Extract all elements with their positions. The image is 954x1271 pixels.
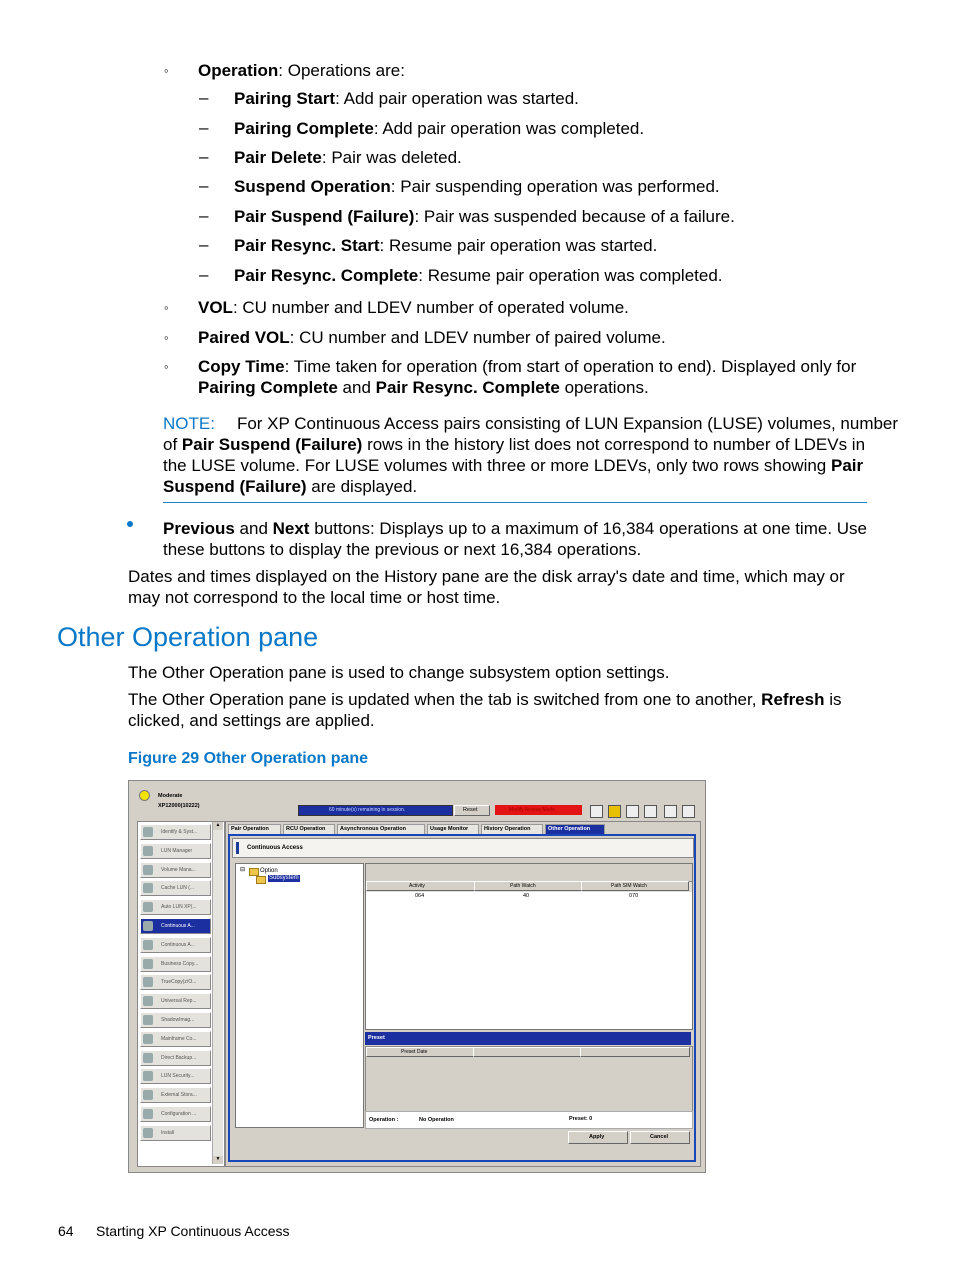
nav-item-icon	[143, 883, 153, 893]
option-tree	[235, 863, 364, 1128]
refresh-icon[interactable]	[664, 805, 677, 818]
col-preset-date[interactable]: Preset Date	[366, 1047, 474, 1057]
scroll-up-icon[interactable]: ▲	[213, 822, 223, 830]
preset-count: Preset: 0	[569, 1116, 593, 1122]
sub-bullet: ◦	[164, 63, 169, 78]
paired-vol-item: Paired VOL: CU number and LDEV number of paired volume.	[198, 328, 666, 347]
nav-item-icon	[143, 1015, 153, 1025]
nav-item[interactable]	[140, 862, 211, 878]
operation-list-item: Pair Delete: Pair was deleted.	[234, 148, 462, 167]
col-empty[interactable]	[580, 1047, 690, 1057]
nav-item-label: LUN Manager	[161, 847, 193, 854]
operation-item: Operation: Operations are:	[198, 61, 405, 80]
nav-item[interactable]	[140, 880, 211, 896]
nav-item[interactable]	[140, 993, 211, 1009]
copy-time-item-line2: Pairing Complete and Pair Resync. Complete operations.	[198, 378, 649, 397]
nav-item-label: Identify & Syst...	[161, 829, 198, 835]
nav-item[interactable]	[140, 918, 211, 934]
dash-marker: –	[199, 176, 209, 195]
nav-item-label: ShadowImag...	[161, 1017, 195, 1023]
folder-icon	[249, 868, 259, 876]
nav-item-icon	[143, 977, 153, 987]
nav-item[interactable]	[140, 1012, 211, 1028]
nav-item-label: External Stora...	[161, 1092, 197, 1099]
sub-bullet: ◦	[164, 330, 169, 345]
sub-bullet: ◦	[164, 300, 169, 315]
nav-item[interactable]	[140, 843, 211, 859]
paragraph-2-line-1: The Other Operation pane is updated when the tab is switched from one to another, Refresh is	[128, 690, 842, 709]
note-line-1: NOTE: For XP Continuous Access pairs consisting of LUN Expansion (LUSE) volumes, number	[163, 414, 899, 433]
preset-bar: Preset	[365, 1032, 691, 1045]
serial-label: XP12000(10222)	[158, 803, 200, 809]
dates-paragraph-line-2: may not correspond to the local time or host time.	[128, 588, 501, 607]
apply-button[interactable]: Apply	[568, 1131, 628, 1144]
nav-item-icon	[143, 1109, 153, 1119]
folder-icon	[256, 876, 266, 884]
bullet	[127, 521, 133, 527]
nav-item-icon	[143, 902, 153, 912]
dash-marker: –	[199, 88, 209, 107]
nav-item[interactable]	[140, 974, 211, 990]
nav-scrollbar[interactable]	[212, 822, 223, 1164]
section-title: Other Operation pane	[57, 622, 319, 652]
operation-list-item: Suspend Operation: Pair suspending operation was performed.	[234, 177, 720, 196]
tab-usage-monitor[interactable]: Usage Monitor	[427, 824, 479, 834]
exit-icon[interactable]	[682, 805, 695, 818]
nav-item-icon	[143, 940, 153, 950]
operation-value: No Operation	[419, 1117, 454, 1123]
sub-bullet: ◦	[164, 359, 169, 374]
nav-item-icon	[143, 846, 153, 856]
nav-item-label: TrueCopy(z/O...	[161, 979, 197, 986]
operation-list-item: Pair Resync. Complete: Resume pair operation was completed.	[234, 266, 723, 285]
nav-item-label: Mainframe Co...	[161, 1035, 197, 1042]
commit-icon[interactable]	[590, 805, 603, 818]
scroll-down-icon[interactable]: ▼	[213, 1156, 223, 1164]
dash-marker: –	[199, 118, 209, 137]
nav-item-label: Configuration ...	[161, 1111, 197, 1117]
nav-item[interactable]	[140, 1050, 211, 1066]
figure-caption: Figure 29 Other Operation pane	[128, 750, 369, 767]
nav-item-label: Direct Backup...	[161, 1054, 197, 1061]
col-path-sim-watch[interactable]: Path SIM Watch	[581, 881, 689, 891]
cell-activity[interactable]: 064	[415, 893, 425, 899]
tab-pair-operation[interactable]: Pair Operation	[228, 824, 281, 834]
note-line-2: of Pair Suspend (Failure) rows in the history list does not correspond to number of LDEVs in	[163, 435, 866, 454]
nav-item-label: LUN Security...	[161, 1073, 195, 1080]
reset-button[interactable]: Reset	[454, 805, 490, 816]
panel-title-bar: Continuous Access	[232, 838, 694, 858]
prevnext-line-2: these buttons to display the previous or next 16,384 operations.	[163, 540, 642, 559]
tab-other-operation[interactable]: Other Operation	[545, 824, 605, 834]
cancel-button[interactable]: Cancel	[630, 1131, 690, 1144]
nav-item-icon	[143, 1128, 153, 1138]
nav-item-icon	[143, 996, 153, 1006]
cell-path-sim-watch[interactable]: 070	[629, 893, 639, 899]
paragraph-1: The Other Operation pane is used to change subsystem option settings.	[128, 663, 670, 682]
operation-label: Operation :	[369, 1117, 399, 1123]
dates-paragraph-line-1: Dates and times displayed on the History pane are the disk array's date and time, which may or	[128, 567, 845, 586]
cell-path-watch[interactable]: 40	[523, 893, 530, 899]
dash-marker: –	[199, 147, 209, 166]
operation-list-item: Pairing Complete: Add pair operation was completed.	[234, 119, 645, 138]
col-path-watch[interactable]: Path Watch	[474, 881, 582, 891]
dash-marker: –	[199, 265, 209, 284]
access-mode-indicator: Modify Access Mode	[495, 805, 582, 815]
nav-item[interactable]	[140, 937, 211, 953]
note-label: NOTE:	[163, 414, 215, 433]
note-line-4: Suspend (Failure) are displayed.	[163, 477, 418, 496]
tab-history-operation[interactable]: History Operation	[481, 824, 543, 834]
nav-item-label: Auto LUN XP(...	[161, 904, 197, 911]
nav-item-label: Business Copy...	[161, 960, 199, 967]
nav-item-icon	[143, 1090, 153, 1100]
tree-collapse-icon[interactable]: ⊟	[240, 867, 246, 873]
col-activity[interactable]: Activity	[366, 881, 475, 891]
nav-item-icon	[143, 1071, 153, 1081]
status-row	[365, 1111, 693, 1129]
nav-item-label: Volume Mana...	[161, 866, 196, 873]
paragraph-2-line-2: clicked, and settings are applied.	[128, 711, 375, 730]
nav-item[interactable]	[140, 1087, 211, 1103]
vol-item: VOL: CU number and LDEV number of operated volume.	[198, 298, 629, 317]
note-line-3: the LUSE volume. For LUSE volumes with three or more LDEVs, only two rows showing Pair	[163, 456, 864, 475]
nav-item-icon	[143, 921, 153, 931]
nav-item[interactable]	[140, 899, 211, 915]
nav-item[interactable]	[140, 1125, 211, 1141]
col-empty[interactable]	[473, 1047, 581, 1057]
nav-item-icon	[143, 959, 153, 969]
tree-root[interactable]: Option	[260, 868, 278, 874]
prevnext-line-1: Previous and Next buttons: Displays up to a maximum of 16,384 operations at one time. Use	[163, 519, 867, 538]
nav-item[interactable]	[140, 824, 211, 840]
figure-screenshot	[128, 780, 706, 1173]
operation-list-item: Pair Resync. Start: Resume pair operation was started.	[234, 236, 658, 255]
dash-marker: –	[199, 206, 209, 225]
session-bar: 60 minute(s) remaining in session.	[298, 805, 453, 816]
status-light-icon	[139, 790, 150, 801]
dash-marker: –	[199, 235, 209, 254]
note-divider	[163, 502, 867, 503]
help-icon[interactable]	[644, 805, 657, 818]
nav-item-label: Continuous A...	[161, 941, 195, 948]
nav-item[interactable]	[140, 1031, 211, 1047]
nav-item[interactable]	[140, 1106, 211, 1122]
tab-rcu-operation[interactable]: RCU Operation	[283, 824, 335, 834]
stop-icon[interactable]	[608, 805, 621, 818]
nav-item[interactable]	[140, 956, 211, 972]
tree-subsystem[interactable]: Subsystem	[269, 875, 299, 881]
nav-item-label: Universal Rep...	[161, 998, 197, 1005]
nav-item-label: Install	[161, 1129, 175, 1136]
mode-label: Moderate	[158, 793, 183, 799]
pen-icon[interactable]	[626, 805, 639, 818]
nav-item-icon	[143, 1053, 153, 1063]
page-number: 64	[58, 1223, 74, 1239]
nav-item-icon	[143, 865, 153, 875]
footer-title: Starting XP Continuous Access	[96, 1223, 290, 1239]
nav-item[interactable]	[140, 1068, 211, 1084]
nav-item-icon	[143, 827, 153, 837]
nav-item-icon	[143, 1034, 153, 1044]
tab-asynchronous-operation[interactable]: Asynchronous Operation	[337, 824, 425, 834]
operation-list-item: Pair Suspend (Failure): Pair was suspended because of a failure.	[234, 207, 735, 226]
operation-list-item: Pairing Start: Add pair operation was started.	[234, 89, 579, 108]
nav-item-label: Cache LUN (...	[161, 885, 195, 892]
copy-time-item: Copy Time: Time taken for operation (from start of operation to end). Displayed only for	[198, 357, 857, 376]
nav-item-label: Continuous A...	[161, 923, 195, 929]
